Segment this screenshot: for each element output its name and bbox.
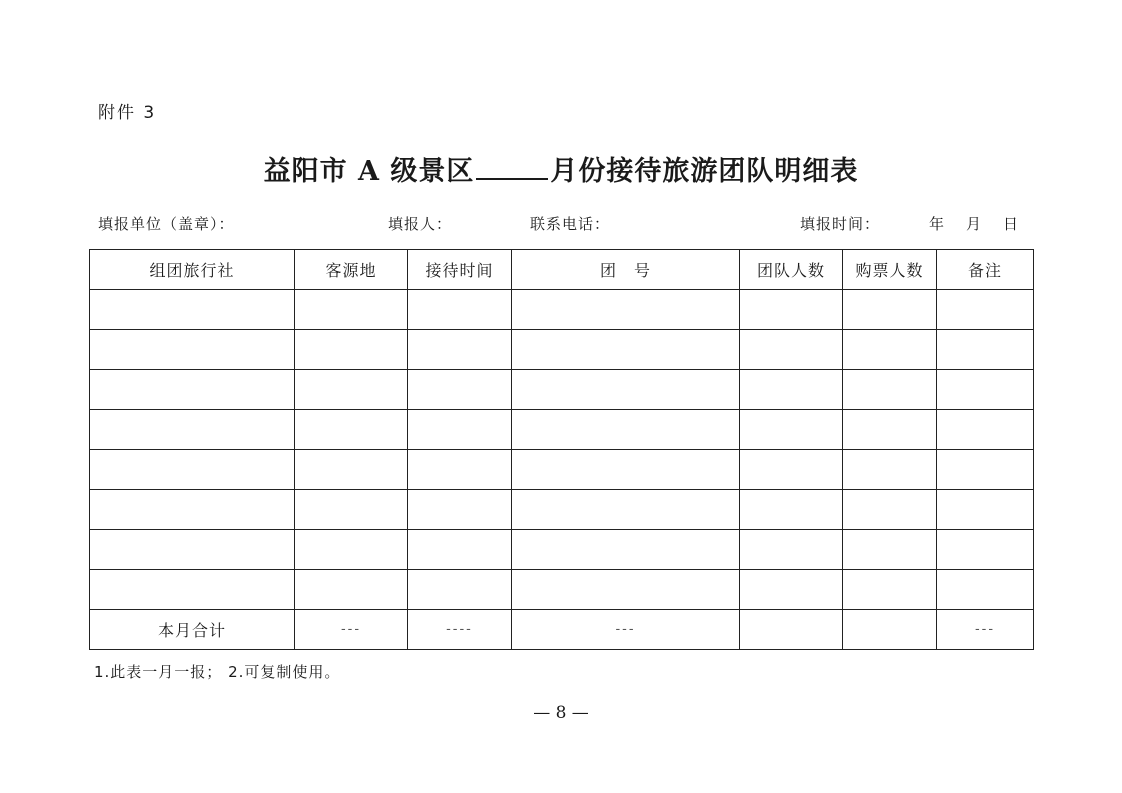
cell-remarks[interactable] <box>937 410 1034 450</box>
table-header-row <box>90 250 1034 290</box>
table-row <box>90 370 1034 410</box>
total-label: 本月合计 <box>90 610 295 650</box>
cell-remarks[interactable] <box>937 570 1034 610</box>
year-label: 年 <box>929 215 945 233</box>
total-origin-cell[interactable]: --- <box>295 610 408 650</box>
cell-origin[interactable] <box>295 490 408 530</box>
group-detail-table <box>89 249 1034 650</box>
col-header-reception-time: 接待时间 <box>408 250 512 290</box>
table-row <box>90 330 1034 370</box>
cell-agency[interactable] <box>90 410 295 450</box>
cell-agency[interactable] <box>90 290 295 330</box>
cell-group-number[interactable] <box>512 370 740 410</box>
cell-origin[interactable] <box>295 530 408 570</box>
cell-group-number[interactable] <box>512 330 740 370</box>
page-number: — 8 — <box>533 703 589 723</box>
table-row <box>90 570 1034 610</box>
cell-group-size[interactable] <box>740 330 843 370</box>
table-row <box>90 450 1034 490</box>
cell-group-number[interactable] <box>512 570 740 610</box>
cell-tickets-bought[interactable] <box>843 410 937 450</box>
footnote: 1.此表一月一报； 2.可复制使用。 <box>94 663 341 681</box>
cell-reception-time[interactable] <box>408 490 512 530</box>
title-suffix: 月份接待旅游团队明细表 <box>550 156 859 187</box>
unit-label: 填报单位（盖章）： <box>98 215 235 233</box>
cell-tickets-bought[interactable] <box>843 370 937 410</box>
col-header-group-size: 团队人数 <box>740 250 843 290</box>
col-header-remarks: 备注 <box>937 250 1034 290</box>
cell-group-size[interactable] <box>740 290 843 330</box>
cell-group-size[interactable] <box>740 410 843 450</box>
month-label: 月 <box>966 215 982 233</box>
cell-group-number[interactable] <box>512 490 740 530</box>
cell-origin[interactable] <box>295 330 408 370</box>
cell-origin[interactable] <box>295 570 408 610</box>
cell-tickets-bought[interactable] <box>843 570 937 610</box>
cell-agency[interactable] <box>90 370 295 410</box>
col-header-tickets-bought: 购票人数 <box>843 250 937 290</box>
cell-agency[interactable] <box>90 530 295 570</box>
cell-tickets-bought[interactable] <box>843 530 937 570</box>
cell-reception-time[interactable] <box>408 530 512 570</box>
table-body <box>90 290 1034 650</box>
table-row <box>90 530 1034 570</box>
cell-remarks[interactable] <box>937 290 1034 330</box>
cell-group-size[interactable] <box>740 450 843 490</box>
cell-origin[interactable] <box>295 290 408 330</box>
filler-label: 填报人： <box>388 215 453 233</box>
cell-tickets-bought[interactable] <box>843 290 937 330</box>
total-group-number-cell[interactable]: --- <box>512 610 740 650</box>
cell-remarks[interactable] <box>937 530 1034 570</box>
cell-origin[interactable] <box>295 450 408 490</box>
cell-group-number[interactable] <box>512 290 740 330</box>
cell-reception-time[interactable] <box>408 410 512 450</box>
cell-reception-time[interactable] <box>408 570 512 610</box>
cell-remarks[interactable] <box>937 370 1034 410</box>
phone-label: 联系电话： <box>530 215 611 233</box>
cell-group-number[interactable] <box>512 410 740 450</box>
cell-remarks[interactable] <box>937 450 1034 490</box>
title-prefix: 益阳市 A 级景区 <box>263 156 475 187</box>
cell-tickets-bought[interactable] <box>843 450 937 490</box>
total-group-size-cell[interactable] <box>740 610 843 650</box>
month-blank-line[interactable] <box>476 150 548 180</box>
total-time-cell[interactable]: ---- <box>408 610 512 650</box>
cell-origin[interactable] <box>295 370 408 410</box>
cell-agency[interactable] <box>90 330 295 370</box>
cell-group-size[interactable] <box>740 570 843 610</box>
day-label: 日 <box>1003 215 1019 233</box>
cell-agency[interactable] <box>90 490 295 530</box>
attachment-label: 附件 3 <box>98 103 157 123</box>
cell-group-size[interactable] <box>740 530 843 570</box>
cell-tickets-bought[interactable] <box>843 490 937 530</box>
cell-origin[interactable] <box>295 410 408 450</box>
cell-reception-time[interactable] <box>408 370 512 410</box>
cell-group-number[interactable] <box>512 450 740 490</box>
cell-remarks[interactable] <box>937 330 1034 370</box>
cell-agency[interactable] <box>90 570 295 610</box>
total-tickets-cell[interactable] <box>843 610 937 650</box>
time-label: 填报时间： <box>800 215 881 233</box>
table-row <box>90 490 1034 530</box>
cell-reception-time[interactable] <box>408 290 512 330</box>
cell-reception-time[interactable] <box>408 450 512 490</box>
col-header-group-number: 团 号 <box>512 250 740 290</box>
cell-tickets-bought[interactable] <box>843 330 937 370</box>
page-title <box>0 150 1122 192</box>
cell-agency[interactable] <box>90 450 295 490</box>
col-header-agency: 组团旅行社 <box>90 250 295 290</box>
col-header-origin: 客源地 <box>295 250 408 290</box>
table-row <box>90 410 1034 450</box>
cell-group-number[interactable] <box>512 530 740 570</box>
cell-reception-time[interactable] <box>408 330 512 370</box>
cell-group-size[interactable] <box>740 490 843 530</box>
total-row <box>90 610 1034 650</box>
cell-group-size[interactable] <box>740 370 843 410</box>
cell-remarks[interactable] <box>937 490 1034 530</box>
table-row <box>90 290 1034 330</box>
total-remarks-cell[interactable]: --- <box>937 610 1034 650</box>
